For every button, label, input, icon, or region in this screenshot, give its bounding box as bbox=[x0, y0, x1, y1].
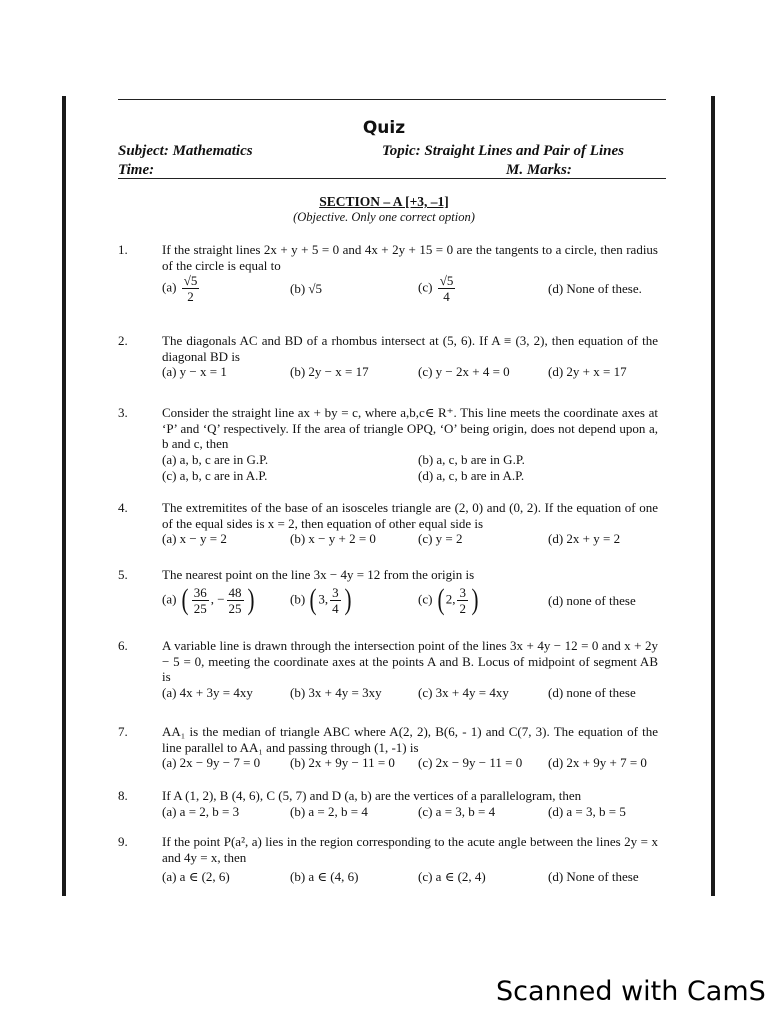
option-a: (a) y − x = 1 bbox=[162, 364, 227, 379]
option-c: (c) y = 2 bbox=[418, 531, 463, 546]
question-5 bbox=[118, 567, 658, 623]
option-c: (c) a = 3, b = 4 bbox=[418, 803, 496, 819]
option-c: (c) 2x − 9y − 11 = 0 bbox=[418, 755, 523, 770]
question-number: 5. bbox=[118, 567, 128, 582]
question-number: 1. bbox=[118, 242, 128, 257]
question-2 bbox=[118, 333, 658, 381]
question-text: The nearest point on the line 3x − 4y = 12 from the origin is bbox=[162, 567, 475, 582]
question-text: The diagonals AC and BD of a rhombus intersect at (5, 6). If A ≡ (3, 2), then equation of the diagonal BD is bbox=[162, 333, 658, 364]
option-b: (b) x − y + 2 = 0 bbox=[290, 531, 376, 546]
option-c: (c) a, b, c are in A.P. bbox=[162, 467, 268, 483]
topic-label: Topic: Straight Lines and Pair of Lines bbox=[382, 143, 624, 159]
question-9 bbox=[118, 834, 658, 886]
question-number: 2. bbox=[118, 333, 128, 348]
option-a: (a) a, b, c are in G.P. bbox=[162, 451, 269, 467]
options-row bbox=[162, 585, 658, 623]
question-text: If the point P(a², a) lies in the region corresponding to the acute angle between the lines 2y = x and 4y = x, then bbox=[162, 834, 658, 865]
question-6 bbox=[118, 638, 658, 702]
option-d: (d) none of these bbox=[548, 592, 636, 608]
question-4 bbox=[118, 500, 658, 548]
option-d: (d) None of these bbox=[548, 869, 639, 884]
question-text: If A (1, 2), B (4, 6), C (5, 7) and D (a, b) are the vertices of a parallelogram, then bbox=[162, 788, 582, 803]
option-a: (a) ( $\frac{36}{25}$ , − $\frac{48}{25}$ ) bbox=[162, 583, 255, 616]
question-7 bbox=[118, 724, 658, 772]
option-d: (d) None of these. bbox=[548, 281, 642, 296]
options-row bbox=[162, 273, 658, 311]
option-a: (a) 4x + 3y = 4xy bbox=[162, 684, 253, 700]
option-a: (a) a ∈ (2, 6) bbox=[162, 869, 230, 884]
options-row bbox=[162, 804, 658, 821]
question-text: If the straight lines 2x + y + 5 = 0 and 4x + 2y + 15 = 0 are the tangents to a circle, then radius of the circle is equal to bbox=[162, 242, 658, 273]
options-row bbox=[162, 685, 658, 702]
option-b: (b) a ∈ (4, 6) bbox=[290, 869, 359, 884]
option-d: (d) 2y + x = 17 bbox=[548, 364, 627, 379]
option-b: (b) √5 bbox=[290, 281, 323, 296]
question-number: 4. bbox=[118, 500, 128, 515]
options-row-1 bbox=[162, 452, 658, 468]
question-text: The extremitites of the base of an isosceles triangle are (2, 0) and (0, 2). If the equation of one of the equal sides is x = 2, then equation of other equal side is bbox=[162, 500, 658, 531]
question-number: 9. bbox=[118, 834, 128, 849]
option-c: (c) ( 2, $\frac{3}{2}$ ) bbox=[418, 583, 479, 616]
option-d: (d) 2x + 9y + 7 = 0 bbox=[548, 755, 647, 770]
section-title: SECTION – A [+3, –1] bbox=[319, 194, 449, 209]
section-subtitle: (Objective. Only one correct option) bbox=[293, 210, 475, 224]
question-text: A variable line is drawn through the intersection point of the lines 3x + 4y − 12 = 0 and x + 2y − 5 = 0, meeting the coordinate axes at the points A and B. Locus of midpoint of segment AB is bbox=[162, 638, 658, 684]
question-number: 6. bbox=[118, 638, 128, 653]
marks-label: M. Marks: bbox=[506, 162, 572, 178]
option-a: (a) a = 2, b = 3 bbox=[162, 803, 240, 819]
option-b: (b) ( 3, $\frac{3}{4}$ ) bbox=[290, 583, 352, 616]
options-row bbox=[162, 531, 658, 548]
option-a: (a) x − y = 2 bbox=[162, 531, 227, 546]
options-row bbox=[162, 869, 658, 886]
option-c: (c) $\frac{√5}{4}$ bbox=[418, 273, 454, 304]
option-b: (b) 2y − x = 17 bbox=[290, 364, 369, 379]
option-c: (c) y − 2x + 4 = 0 bbox=[418, 364, 510, 379]
question-text: AA₁ is the median of triangle ABC where A(2, 2), B(6, - 1) and C(7, 3). The equation of the line parallel to AA₁ and passing through (1, -1) is bbox=[162, 724, 658, 755]
question-8 bbox=[118, 788, 658, 821]
header-bottom-rule bbox=[118, 178, 666, 179]
question-number: 3. bbox=[118, 405, 128, 420]
option-b: (b) a, c, b are in G.P. bbox=[418, 451, 525, 467]
question-1 bbox=[118, 242, 658, 311]
option-d: (d) a = 3, b = 5 bbox=[548, 803, 626, 819]
option-d: (d) 2x + y = 2 bbox=[548, 531, 621, 546]
option-d: (d) a, c, b are in A.P. bbox=[418, 467, 525, 483]
subject-label: Subject: Mathematics bbox=[118, 143, 253, 159]
options-row bbox=[162, 364, 658, 381]
question-number: 8. bbox=[118, 788, 128, 803]
option-c: (c) 3x + 4y = 4xy bbox=[418, 684, 509, 700]
question-3 bbox=[118, 405, 658, 484]
option-b: (b) a = 2, b = 4 bbox=[290, 803, 368, 819]
page-title: Quiz bbox=[362, 118, 406, 138]
option-a: (a) $\frac{√5}{2}$ bbox=[162, 273, 198, 304]
question-text: Consider the straight line ax + by = c, where a,b,c∈ R⁺. This line meets the coordinate axes at ‘P’ and ‘Q’ respectively. If the area of triangle OPQ, ‘O’ being origin, does not depend upon a, b and c, then bbox=[162, 405, 658, 451]
question-number: 7. bbox=[118, 724, 128, 739]
option-d: (d) none of these bbox=[548, 684, 636, 700]
option-b: (b) 2x + 9y − 11 = 0 bbox=[290, 755, 395, 770]
option-c: (c) a ∈ (2, 4) bbox=[418, 869, 486, 884]
scanner-watermark: Scanned with CamS bbox=[496, 976, 766, 1007]
header-top-rule bbox=[118, 99, 666, 100]
option-a: (a) 2x − 9y − 7 = 0 bbox=[162, 755, 261, 770]
options-row bbox=[162, 755, 658, 772]
time-label: Time: bbox=[118, 162, 155, 178]
option-b: (b) 3x + 4y = 3xy bbox=[290, 684, 382, 700]
options-row-2 bbox=[162, 468, 658, 484]
